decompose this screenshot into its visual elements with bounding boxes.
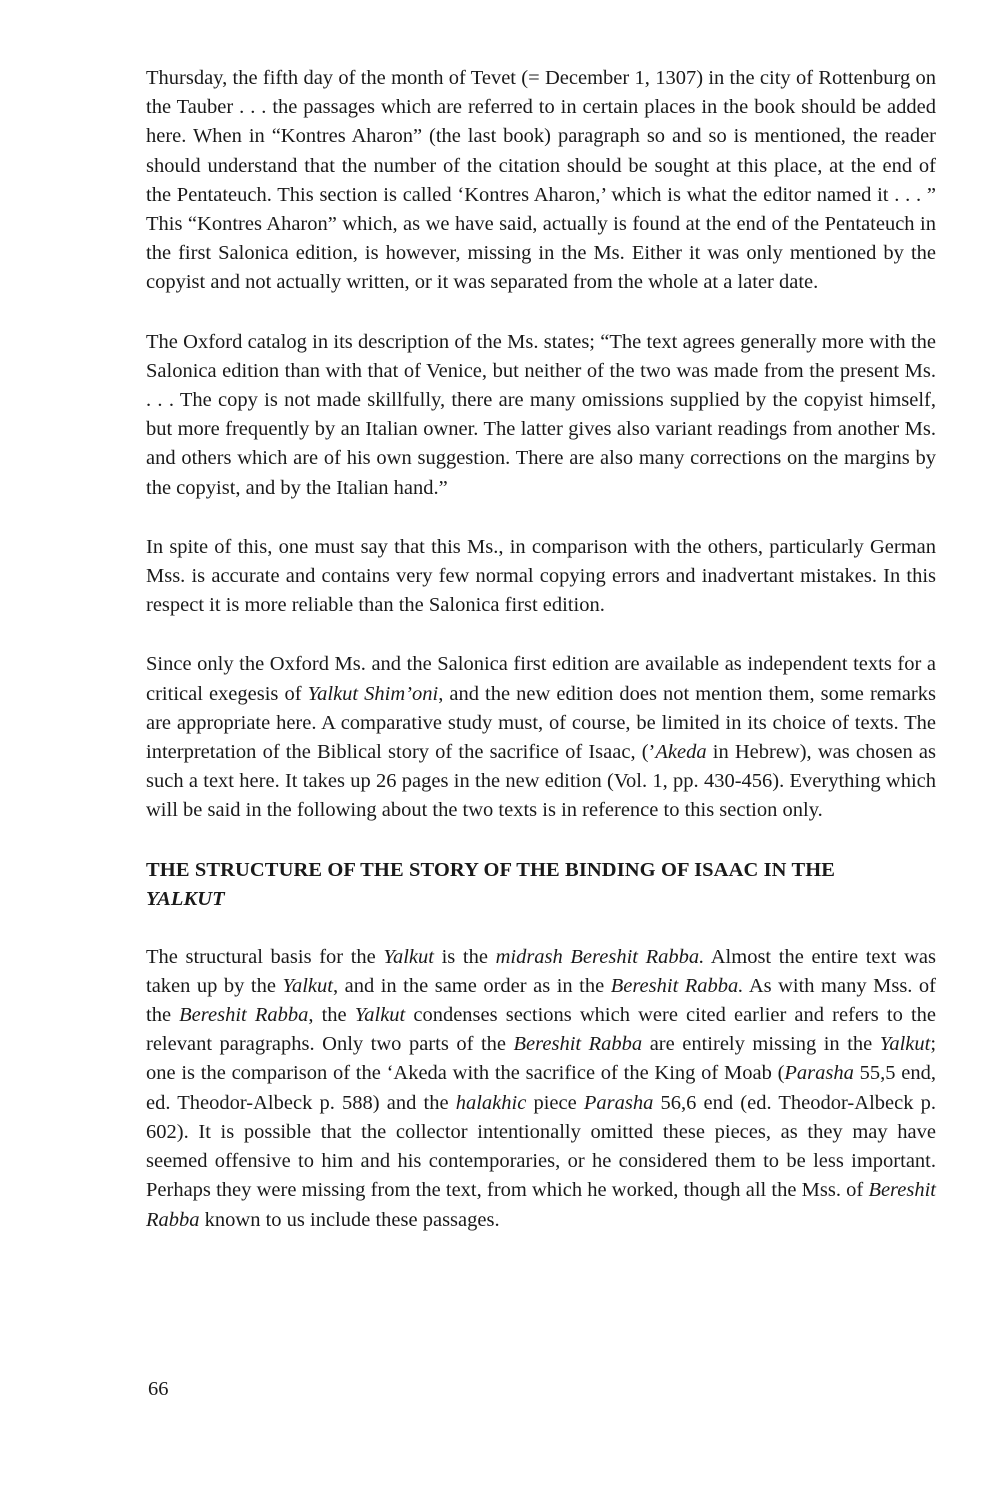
text-run: Almost the entire text was taken up by the	[146, 945, 936, 997]
paragraph-oxford-catalog: The Oxford catalog in its description of the Ms. states; “The text agrees generally more with the Salonica edition than with that of Venice, but neither of the two was made from the present Ms. . . . The copy is not made skillfully, there are many omissions supplied by the copyist himself, but more frequently by an Italian owner. The latter gives also variant readings from another Ms. and others which are of his own suggestion. There are also many corrections on the margins by the copyist, and by the Italian hand.”	[146, 330, 936, 499]
paragraph-kontres-aharon: Thursday, the fifth day of the month of Tevet (= December 1, 1307) in the city of Rottenburg on the Tauber . . . the passages which are referred to in certain places in the book should be added here. When in “Kontres Aharon” (the last book) paragraph so and so is mentioned, the reader should understand that the number of the citation should be sought at this place, at the end of the Pentateuch. This section is called ‘Kontres Aharon,’ which is what the editor named it . . . ” This “Kontres Aharon” which, as we have said, actually is found at the end of the Pentateuch in the first Salonica edition, is however, missing in the Ms. Either it was only mentioned by the copyist and not actually written, or it was separated from the whole at a later date.	[146, 67, 936, 294]
italic-run: Bereshit Rabba.	[610, 974, 744, 997]
paragraph-accuracy: In spite of this, one must say that this Ms., in comparison with the others, particularly German Mss. is accurate and contains very few normal copying errors and inadvertant mistakes. In this respect it is more reliable than the Salonica first edition.	[146, 535, 936, 617]
text-run: , and the new edition does not mention them, some remarks are appropriate here. A comparative study must, of course, be limited in its choice of texts. The interpretation of the Biblical story of the sacrifice of Isaac, (’	[146, 682, 936, 764]
text-run: The structural basis for the	[146, 945, 384, 968]
heading-line-1: THE STRUCTURE OF THE STORY OF THE BINDING OF ISAAC IN THE	[146, 858, 836, 881]
italic-run: midrash Bereshit Rabba.	[495, 945, 705, 968]
text-run: As with many Mss. of the	[146, 974, 937, 1027]
text-run: , the	[308, 1004, 355, 1027]
text-run: 56,6 end (ed. Theodor-Albeck p. 602). It is possible that the collector intentionally omitted these pieces, as they may have seemed offensive to him and his contemporaries, or he considered them to be less important. Perhaps they were missing from the text, from which he worked, though all the Mss. of	[146, 1091, 936, 1202]
italic-run: Bereshit Rabba	[179, 1004, 309, 1027]
italic-run: Bereshit Rabba	[513, 1033, 643, 1056]
text-run: , and in the same order as in the	[332, 974, 611, 997]
page-number: 66	[148, 1378, 169, 1400]
italic-run: Akeda	[655, 741, 707, 764]
section-heading	[146, 856, 936, 914]
text-run: condenses sections which were cited earlier and refers to the relevant paragraphs. Only two parts of the	[146, 1004, 936, 1056]
italic-run: halakhic	[455, 1091, 527, 1114]
italic-run: Parasha	[784, 1062, 854, 1085]
text-run: are entirely missing in the	[642, 1033, 880, 1056]
italic-run: Yalkut	[383, 945, 434, 968]
text-run: known to us include these passages.	[199, 1208, 500, 1231]
text-run: in Hebrew), was chosen as such a text here. It takes up 26 pages in the new edition (Vol. 1, pp. 430-456). Everything which will be said in the following about the two texts is in reference to this section only.	[146, 741, 936, 822]
italic-run: Parasha	[583, 1091, 654, 1114]
text-run: 55,5 end, ed. Theodor-Albeck p. 588) and the	[146, 1062, 936, 1114]
paragraph-structural-basis	[146, 943, 936, 1235]
heading-line-2: YALKUT	[146, 887, 225, 910]
text-run: Since only the Oxford Ms. and the Salonica first edition are available as independent texts for a critical exegesis of	[146, 653, 936, 705]
italic-run: Yalkut	[354, 1004, 406, 1027]
italic-run: Yalkut	[282, 974, 333, 997]
italic-run: Bereshit Rabba	[146, 1179, 936, 1231]
italic-run: Yalkut	[879, 1033, 931, 1056]
document-body	[146, 64, 936, 1265]
text-run: piece	[526, 1091, 584, 1114]
text-run: ; one is the comparison of the ‘Akeda with the sacrifice of the King of Moab (	[146, 1033, 937, 1085]
paragraph-comparative-study	[146, 650, 936, 825]
italic-run: Yalkut Shim’oni	[307, 682, 439, 705]
text-run: is the	[433, 945, 496, 968]
